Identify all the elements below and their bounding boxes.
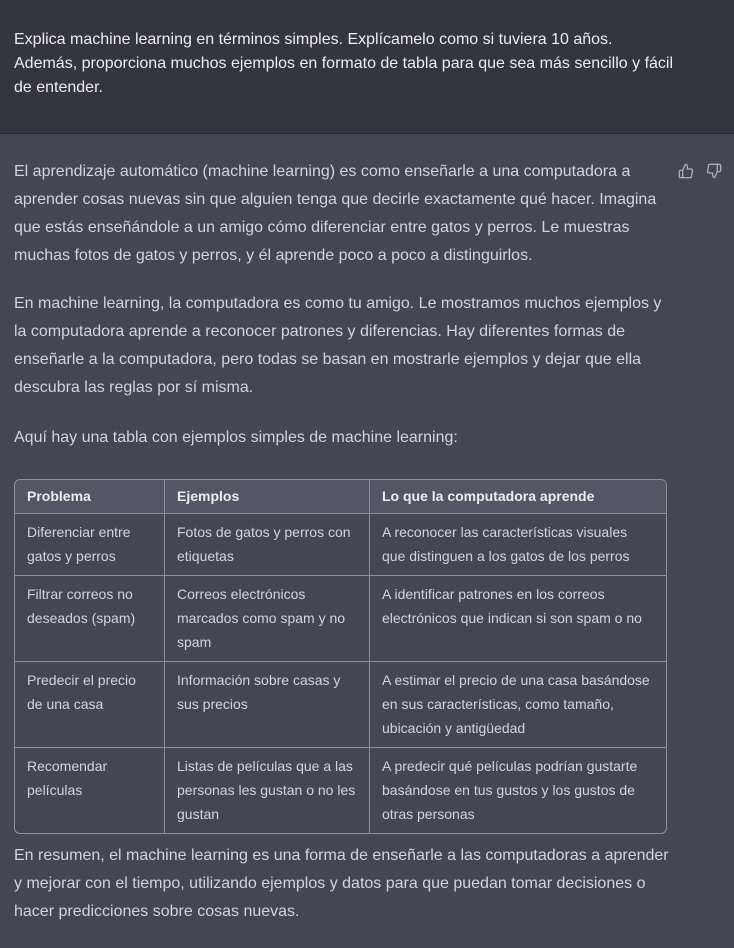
assistant-paragraph: En resumen, el machine learning es una forma de enseñarle a las computadoras a aprender y mejorar con el tiempo, utilizando ejemplos y datos para que puedan tomar decisiones o hacer predicciones sobre cosas nuevas.: [14, 847, 669, 920]
table-cell: A estimar el precio de una casa basándose en sus características, como tamaño, ubicación y antigüedad: [370, 662, 666, 748]
feedback-buttons: [678, 163, 722, 179]
assistant-paragraph: Aquí hay una tabla con ejemplos simples de machine learning:: [14, 429, 458, 446]
table-row: [15, 576, 666, 662]
thumbs-up-icon[interactable]: [678, 163, 694, 179]
assistant-paragraph: El aprendizaje automático (machine learning) es como enseñarle a una computadora a aprender cosas nuevas sin que alguien tenga que decirle exactamente qué hacer. Imagina que estás enseñándole a un amigo cómo diferenciar entre gatos y perros. Le muestras muchas fotos de gatos y perros, y él aprende poco a poco a distinguirlos.: [14, 163, 657, 264]
table-cell: Información sobre casas y sus precios: [165, 662, 370, 748]
table-cell: Diferenciar entre gatos y perros: [15, 514, 165, 576]
table-row: [15, 662, 666, 748]
table-cell: A predecir qué películas podrían gustarte basándose en tus gustos y los gustos de otras personas: [382, 758, 638, 822]
table-cell: A reconocer las características visuales que distinguen a los gatos de los perros: [370, 514, 666, 576]
table-header-row: [15, 480, 666, 514]
table-row: [15, 748, 666, 833]
table-cell: Listas de películas que a las personas les gustan o no les gustan: [165, 748, 370, 833]
table-row: [15, 514, 666, 576]
user-message-text: Explica machine learning en términos simples. Explícamelo como si tuviera 10 años. Además, proporciona muchos ejemplos en formato de tabla para que sea más sencillo y fácil de entender.: [14, 31, 674, 96]
table-cell: Correos electrónicos marcados como spam y no spam: [165, 576, 370, 662]
thumbs-down-icon[interactable]: [706, 163, 722, 179]
table-cell: Predecir el precio de una casa: [15, 662, 165, 748]
examples-table: [14, 479, 667, 834]
table-cell: Fotos de gatos y perros con etiquetas: [165, 514, 370, 576]
column-header: Lo que la computadora aprende: [370, 480, 666, 514]
assistant-paragraph: En machine learning, la computadora es como tu amigo. Le mostramos muchos ejemplos y la computadora aprende a reconocer patrones y diferencias. Hay diferentes formas de enseñarle a la computadora, pero todas se basan en mostrarle ejemplos y dejar que ella descubra las reglas por sí misma.: [14, 295, 662, 396]
user-message-block: [0, 0, 734, 134]
column-header: Ejemplos: [165, 480, 370, 514]
table-cell: Recomendar películas: [15, 748, 165, 833]
table-cell: A identificar patrones en los correos electrónicos que indican si son spam o no: [370, 576, 666, 662]
column-header: Problema: [15, 480, 165, 514]
table-cell: Filtrar correos no deseados (spam): [15, 576, 165, 662]
